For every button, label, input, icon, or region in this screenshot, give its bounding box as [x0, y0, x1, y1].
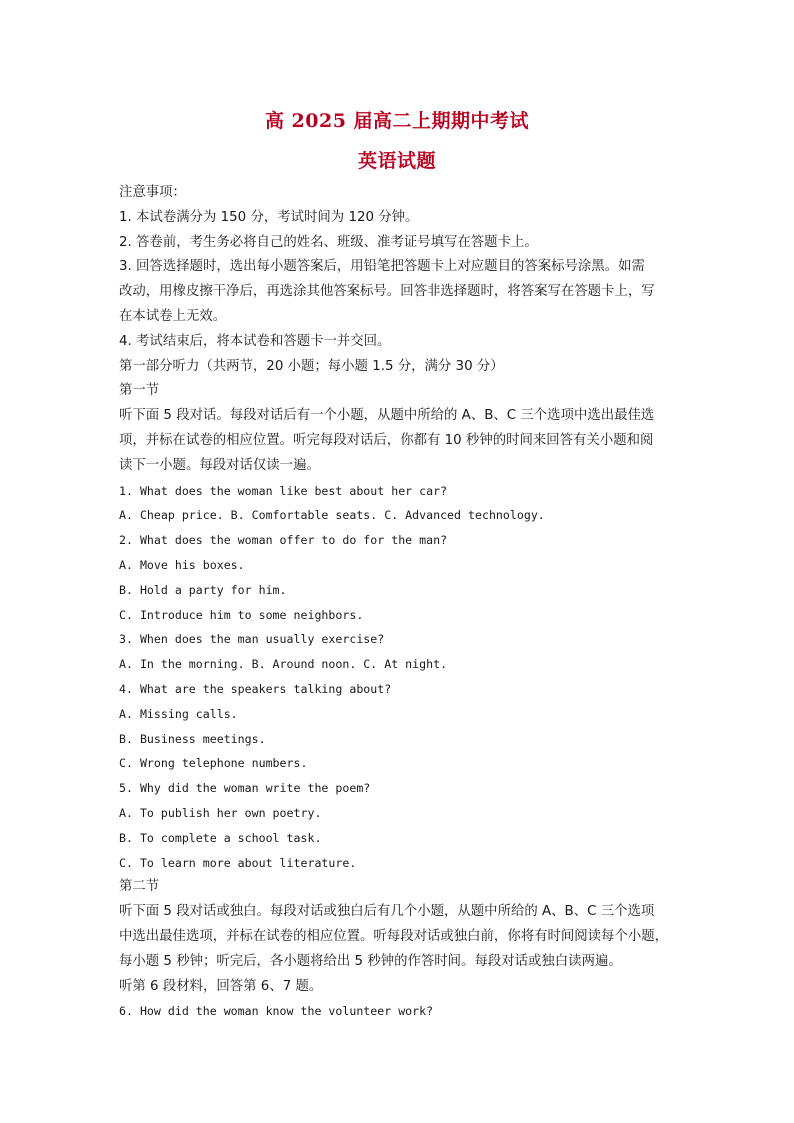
- question-option: A. Missing calls.: [119, 706, 238, 721]
- section-instructions: 听下面 5 段对话或独白。每段对话或独白后有几个小题，从题中所给的 A、B、C 三个选项: [119, 904, 655, 920]
- question-text: 1. What does the woman like best about her car?: [119, 483, 448, 498]
- question-option: C. To learn more about literature.: [119, 855, 357, 870]
- question-text: 3. When does the man usually exercise?: [119, 632, 385, 647]
- exam-title: 高 2025 届高二上期期中考试: [264, 110, 530, 132]
- question-option: B. Business meetings.: [119, 731, 266, 746]
- section-instructions: 中选出最佳选项，并标在试卷的相应位置。听每段对话或独白前，你将有时间阅读每个小题，: [119, 928, 669, 944]
- part-heading: 第一部分听力（共两节，20 小题；每小题 1.5 分，满分 30 分）: [119, 358, 504, 374]
- exam-body: [119, 181, 679, 1024]
- question-option: B. Hold a party for him.: [119, 582, 287, 597]
- question-options: A. Cheap price. B. Comfortable seats. C. Advanced technology.: [119, 508, 545, 523]
- notice-heading: 注意事项：: [119, 185, 186, 200]
- question-options: A. In the morning. B. Around noon. C. At night.: [119, 657, 448, 672]
- notice-item-2: 2. 答卷前，考生务必将自己的姓名、班级、准考证号填写在答题卡上。: [119, 234, 538, 250]
- section-instructions: 每小题 5 秒钟；听完后，各小题将给出 5 秒钟的作答时间。每段对话或独白读两遍。: [119, 953, 622, 969]
- section-instructions: 项，并标在试卷的相应位置。听完每段对话后，你都有 10 秒钟的时间来回答有关小题和阅: [119, 432, 654, 448]
- question-option: B. To complete a school task.: [119, 830, 322, 845]
- notice-item-1: 1. 本试卷满分为 150 分，考试时间为 120 分钟。: [119, 209, 419, 225]
- notice-item-4: 4. 考试结束后，将本试卷和答题卡一并交回。: [119, 333, 391, 349]
- material-instruction: 听第 6 段材料，回答第 6、7 题。: [119, 978, 323, 994]
- question-text: 4. What are the speakers talking about?: [119, 681, 392, 696]
- notice-item-3-cont: 改动，用橡皮擦干净后，再选涂其他答案标号。回答非选择题时，将答案写在答题卡上，写: [119, 284, 655, 300]
- question-option: C. Wrong telephone numbers.: [119, 756, 308, 771]
- exam-subtitle: 英语试题: [357, 150, 436, 172]
- section-heading: 第一节: [119, 383, 160, 399]
- section-instructions: 读下一小题。每段对话仅读一遍。: [119, 457, 320, 473]
- question-option: A. To publish her own poetry.: [119, 805, 322, 820]
- notice-item-3-cont: 在本试卷上无效。: [119, 308, 227, 324]
- question-text: 2. What does the woman offer to do for the man?: [119, 533, 448, 548]
- notice-item-3: 3. 回答选择题时，选出每小题答案后，用铅笔把答题卡上对应题目的答案标号涂黑。如需: [119, 259, 645, 275]
- section-heading: 第二节: [119, 879, 160, 895]
- section-instructions: 听下面 5 段对话。每段对话后有一个小题，从题中所给的 A、B、C 三个选项中选出最佳选: [119, 408, 655, 424]
- question-option: C. Introduce him to some neighbors.: [119, 607, 364, 622]
- question-text: 5. Why did the woman write the poem?: [119, 781, 371, 796]
- question-text: 6. How did the woman know the volunteer work?: [119, 1004, 434, 1019]
- question-option: A. Move his boxes.: [119, 557, 245, 572]
